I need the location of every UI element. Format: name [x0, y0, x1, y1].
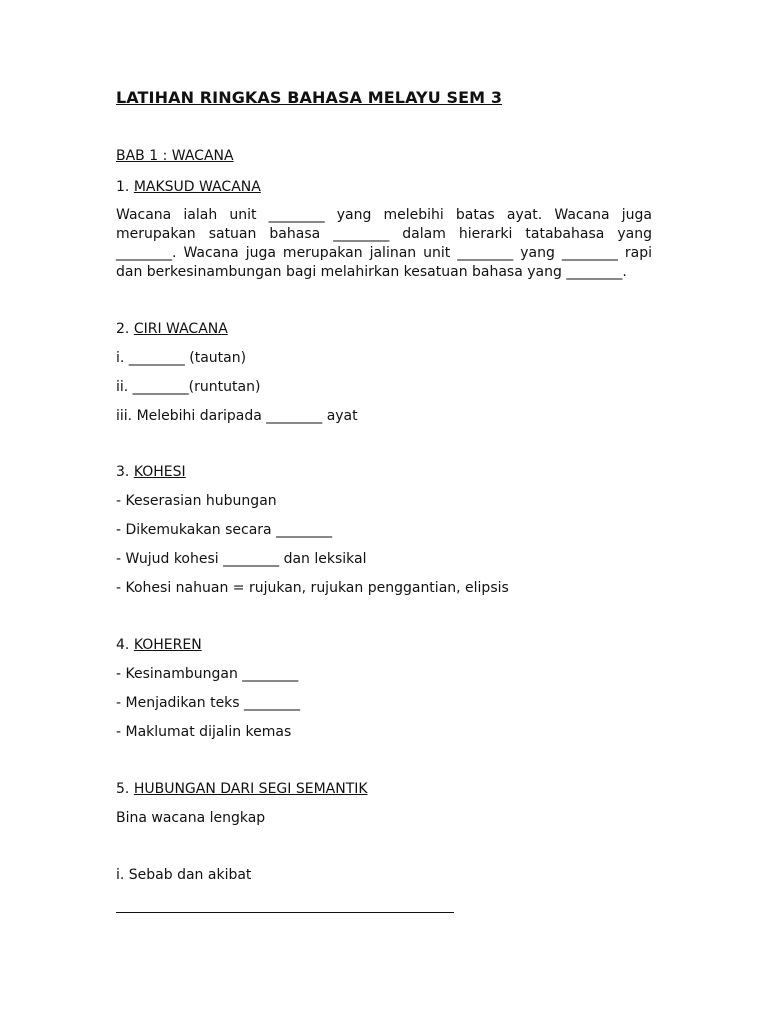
section-1-heading	[116, 178, 261, 196]
section-title: MAKSUD WACANA	[133, 179, 261, 195]
section-title: KOHEREN	[133, 637, 202, 653]
answer-blank-line	[116, 912, 454, 913]
section-number: 3.	[116, 464, 130, 480]
list-item: - Kesinambungan ________	[116, 666, 299, 682]
list-item: - Dikemukakan secara ________	[116, 522, 333, 538]
section-number: 5.	[116, 781, 130, 797]
section-number: 2.	[116, 321, 130, 337]
section-1-paragraph: Wacana ialah unit ________ yang melebihi batas ayat. Wacana juga merupakan satuan bahasa ________ dalam hierarki tatabahasa yang ________. Wacana juga merupakan jalinan unit ________ yang ________ rapi dan berkesinambungan bagi melahirkan kesatuan bahasa yang ________.	[116, 207, 652, 280]
chapter-heading: BAB 1 : WACANA	[116, 148, 234, 164]
list-item: i. ________ (tautan)	[116, 350, 247, 366]
section-4-heading	[116, 636, 202, 654]
list-item: - Menjadikan teks ________	[116, 695, 301, 711]
section-title: CIRI WACANA	[133, 321, 228, 337]
section-number: 4.	[116, 637, 130, 653]
list-item: - Wujud kohesi ________ dan leksikal	[116, 551, 367, 567]
section-title: HUBUNGAN DARI SEGI SEMANTIK	[133, 781, 368, 797]
document-title: LATIHAN RINGKAS BAHASA MELAYU SEM 3	[116, 88, 503, 107]
section-title: KOHESI	[133, 464, 186, 480]
section-3-heading	[116, 463, 186, 481]
section-number: 1.	[116, 179, 130, 195]
list-item: iii. Melebihi daripada ________ ayat	[116, 408, 358, 424]
section-5-heading	[116, 780, 368, 798]
section-intro: Bina wacana lengkap	[116, 810, 266, 826]
list-item: - Keserasian hubungan	[116, 493, 277, 509]
list-item: ii. ________(runtutan)	[116, 379, 261, 395]
list-item: i. Sebab dan akibat	[116, 867, 252, 883]
list-item: - Kohesi nahuan = rujukan, rujukan penggantian, elipsis	[116, 580, 509, 596]
list-item: - Maklumat dijalin kemas	[116, 724, 292, 740]
section-2-heading	[116, 320, 228, 338]
